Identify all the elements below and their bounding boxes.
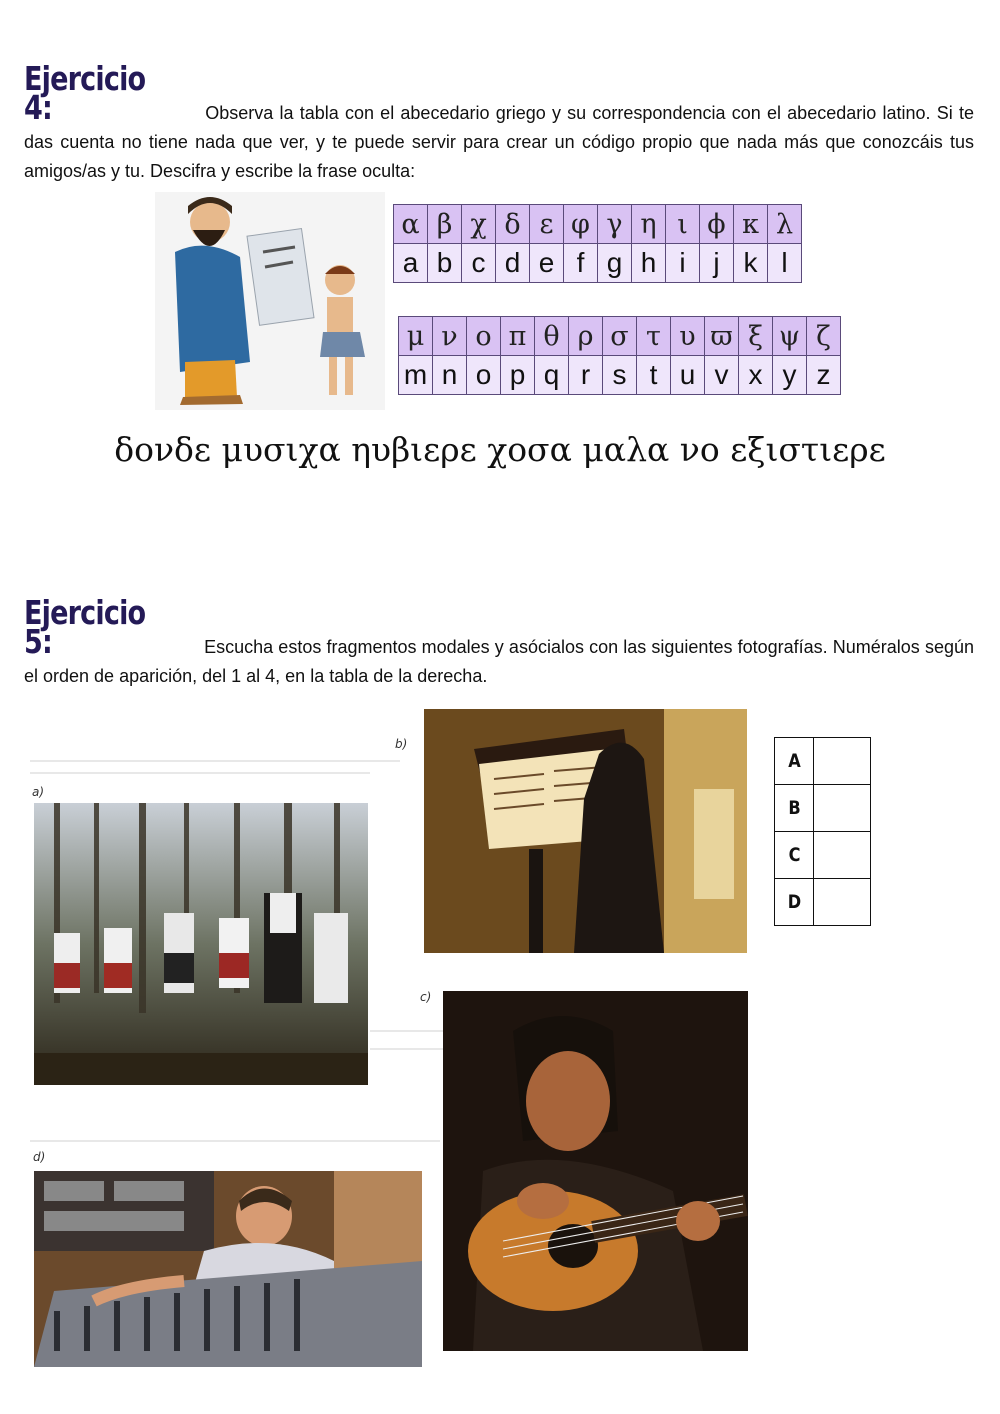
- latin-letter: b: [428, 244, 462, 283]
- latin-letter: m: [399, 356, 433, 395]
- greek-letter: χ: [462, 205, 496, 244]
- exercise5-heading: Ejercicio 5:: [24, 593, 146, 661]
- latin-letter: n: [433, 356, 467, 395]
- greek-letter: ϕ: [700, 205, 734, 244]
- latin-row: [394, 244, 802, 283]
- greek-letter: ο: [467, 317, 501, 356]
- greek-row: [399, 317, 841, 356]
- greek-letter: π: [501, 317, 535, 356]
- cipher-sentence: δονδε μυσιχα ηυβιερε χοσα μαλα νο εξιστιερε: [114, 430, 886, 469]
- greek-row: [394, 205, 802, 244]
- greek-letter: ι: [666, 205, 700, 244]
- greek-letter: τ: [637, 317, 671, 356]
- greek-letter: σ: [603, 317, 637, 356]
- greek-letter: λ: [768, 205, 802, 244]
- latin-letter: k: [734, 244, 768, 283]
- latin-letter: r: [569, 356, 603, 395]
- latin-letter: e: [530, 244, 564, 283]
- answer-cell[interactable]: [814, 738, 871, 785]
- exercise4-text-rest: latino. Si te das cuenta no tiene nada que ver, y te puede servir para crear un código propio que nada más que conozcáis tus amigos/as y tu. Descifra y escribe la frase oculta:: [24, 103, 974, 181]
- greek-letter: ρ: [569, 317, 603, 356]
- latin-letter: a: [394, 244, 428, 283]
- photo-flamenco-guitarist: [443, 991, 748, 1351]
- latin-letter: t: [637, 356, 671, 395]
- latin-letter: c: [462, 244, 496, 283]
- latin-letter: q: [535, 356, 569, 395]
- answer-key: A: [777, 738, 810, 785]
- greek-letter: θ: [535, 317, 569, 356]
- latin-letter: v: [705, 356, 739, 395]
- photo-label-d: d): [33, 1150, 46, 1164]
- latin-letter: x: [739, 356, 773, 395]
- latin-letter: s: [603, 356, 637, 395]
- exercise4-text-lead: Observa la tabla con el abecedario griego y su correspondencia con el abecedario: [205, 103, 877, 123]
- greek-letter: υ: [671, 317, 705, 356]
- answer-row: [775, 738, 871, 785]
- greek-letter: ν: [433, 317, 467, 356]
- greek-letter: ϖ: [705, 317, 739, 356]
- greek-letter: β: [428, 205, 462, 244]
- greek-letter: μ: [399, 317, 433, 356]
- alphabet-table-1: [393, 204, 802, 283]
- faded-scan-line: [370, 1048, 445, 1050]
- photo-label-a: a): [32, 785, 45, 799]
- answer-row: [775, 832, 871, 879]
- latin-letter: z: [807, 356, 841, 395]
- faded-scan-line: [30, 760, 400, 762]
- exercise5-text-lead: Escucha estos fragmentos modales y asócialos con las siguientes fotografías.: [204, 637, 828, 657]
- latin-letter: l: [768, 244, 802, 283]
- photo-label-c: c): [420, 990, 432, 1004]
- exercise4-heading: Ejercicio 4:: [24, 59, 146, 127]
- faded-scan-line: [30, 1140, 440, 1142]
- latin-letter: j: [700, 244, 734, 283]
- latin-letter: y: [773, 356, 807, 395]
- alphabet-table-2: [398, 316, 841, 395]
- latin-letter: d: [496, 244, 530, 283]
- greek-letter: γ: [598, 205, 632, 244]
- answer-cell[interactable]: [814, 832, 871, 879]
- greek-letter: η: [632, 205, 666, 244]
- faded-scan-line: [30, 772, 370, 774]
- greek-letter: δ: [496, 205, 530, 244]
- faded-scan-line: [370, 1030, 445, 1032]
- exercise5-text-rest: Numéralos según el orden de aparición, del 1 al 4, en la tabla de la derecha.: [24, 637, 974, 686]
- answer-row: [775, 785, 871, 832]
- latin-letter: u: [671, 356, 705, 395]
- answer-key: D: [777, 879, 810, 926]
- greek-letter: α: [394, 205, 428, 244]
- latin-letter: f: [564, 244, 598, 283]
- latin-letter: p: [501, 356, 535, 395]
- answer-cell[interactable]: [814, 879, 871, 926]
- photo-folk-dancers: [34, 803, 368, 1085]
- answer-table: [774, 737, 871, 926]
- greek-letter: ε: [530, 205, 564, 244]
- photo-sound-engineer: [34, 1171, 422, 1367]
- exercise5-paragraph: [24, 593, 974, 691]
- latin-letter: g: [598, 244, 632, 283]
- answer-key: C: [777, 832, 810, 879]
- photo-monk-manuscript: [424, 709, 747, 953]
- answer-row: [775, 879, 871, 926]
- latin-row: [399, 356, 841, 395]
- greek-letter: φ: [564, 205, 598, 244]
- exercise4-paragraph: [24, 59, 974, 186]
- latin-letter: h: [632, 244, 666, 283]
- latin-letter: o: [467, 356, 501, 395]
- photo-label-b: b): [395, 737, 408, 751]
- greek-letter: ξ: [739, 317, 773, 356]
- greek-letter: ζ: [807, 317, 841, 356]
- greek-letter: ψ: [773, 317, 807, 356]
- answer-key: B: [777, 785, 810, 832]
- greek-teacher-illustration: [155, 192, 385, 410]
- latin-letter: i: [666, 244, 700, 283]
- answer-cell[interactable]: [814, 785, 871, 832]
- greek-letter: κ: [734, 205, 768, 244]
